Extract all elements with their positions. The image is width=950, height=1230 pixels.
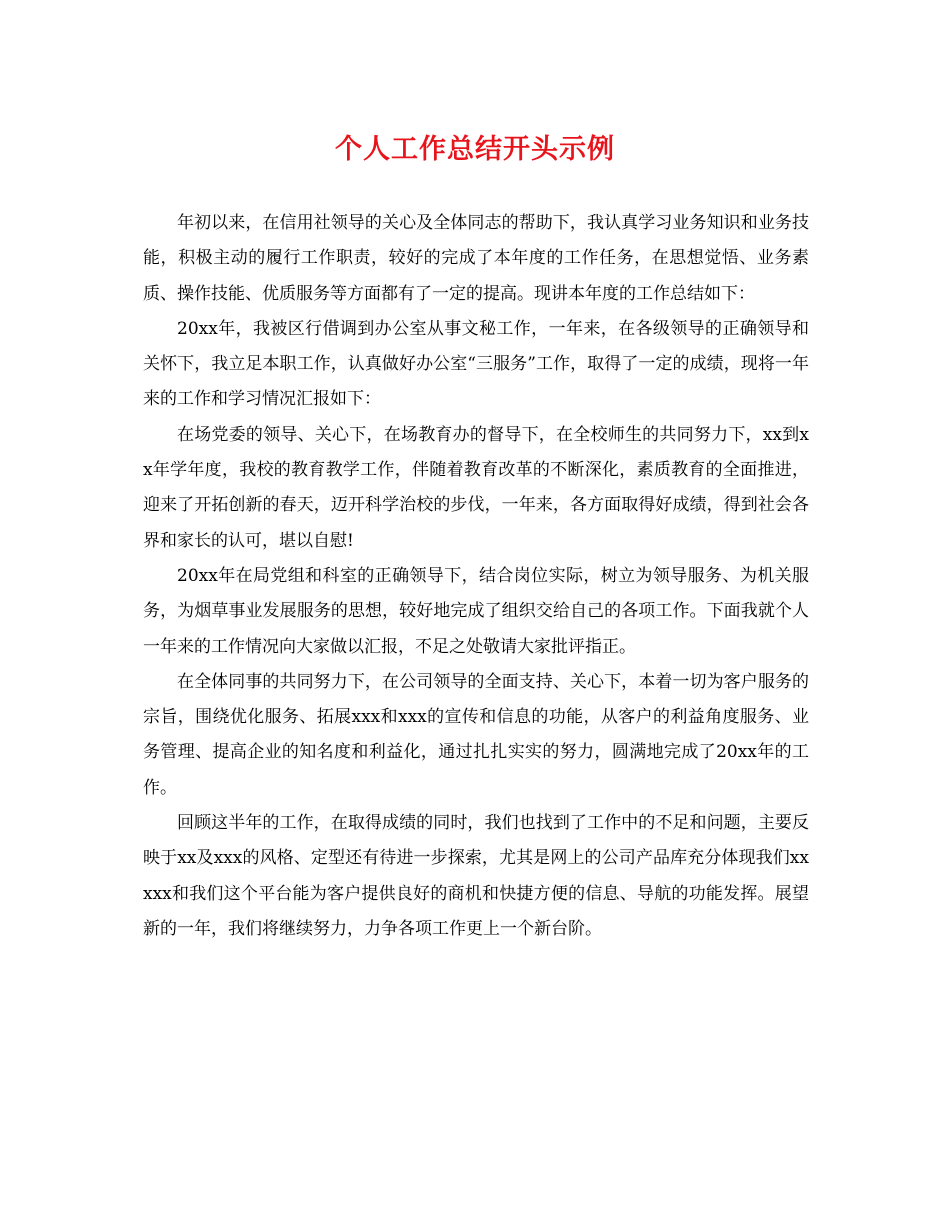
paragraph-4: 20xx年在局党组和科室的正确领导下，结合岗位实际，树立为领导服务、为机关服务，为烟草事业发展服务的思想，较好地完成了组织交给自己的各项工作。下面我就个人一年来的工作情况向大家做以汇报，不足之处敬请大家批评指正。 — [143, 565, 809, 657]
document-body — [143, 206, 809, 947]
paragraph-1: 年初以来，在信用社领导的关心及全体同志的帮助下，我认真学习业务知识和业务技能，积极主动的履行工作职责，较好的完成了本年度的工作任务，在思想觉悟、业务素质、操作技能、优质服务等方面都有了一定的提高。现讲本年度的工作总结如下： — [143, 213, 809, 304]
paragraph-6: 回顾这半年的工作，在取得成绩的同时，我们也找到了工作中的不足和问题，主要反映于xx及xxx的风格、定型还有待进一步探索，尤其是网上的公司产品库充分体现我们xxxxx和我们这个平台能为客户提供良好的商机和快捷方便的信息、导航的功能发挥。展望新的一年，我们将继续努力，力争各项工作更上一个新台阶。 — [143, 813, 809, 939]
paragraph-3: 在场党委的领导、关心下，在场教育办的督导下，在全校师生的共同努力下，xx到xx年学年度，我校的教育教学工作，伴随着教育改革的不断深化，素质教育的全面推进，迎来了开拓创新的春天，迈开科学治校的步伐，一年来，各方面取得好成绩，得到社会各界和家长的认可，堪以自慰! — [143, 424, 809, 551]
paragraph-5: 在全体同事的共同努力下，在公司领导的全面支持、关心下，本着一切为客户服务的宗旨，围绕优化服务、拓展xxx和xxx的宣传和信息的功能，从客户的利益角度服务、业务管理、提高企业的知名度和利益化，通过扎扎实实的努力，圆满地完成了20xx年的工作。 — [143, 671, 809, 798]
document-title: 个人工作总结开头示例 — [335, 134, 615, 165]
paragraph-2: 20xx年，我被区行借调到办公室从事文秘工作，一年来，在各级领导的正确领导和关怀下，我立足本职工作，认真做好办公室“三服务”工作，取得了一定的成绩，现将一年来的工作和学习情况汇报如下： — [143, 318, 809, 410]
